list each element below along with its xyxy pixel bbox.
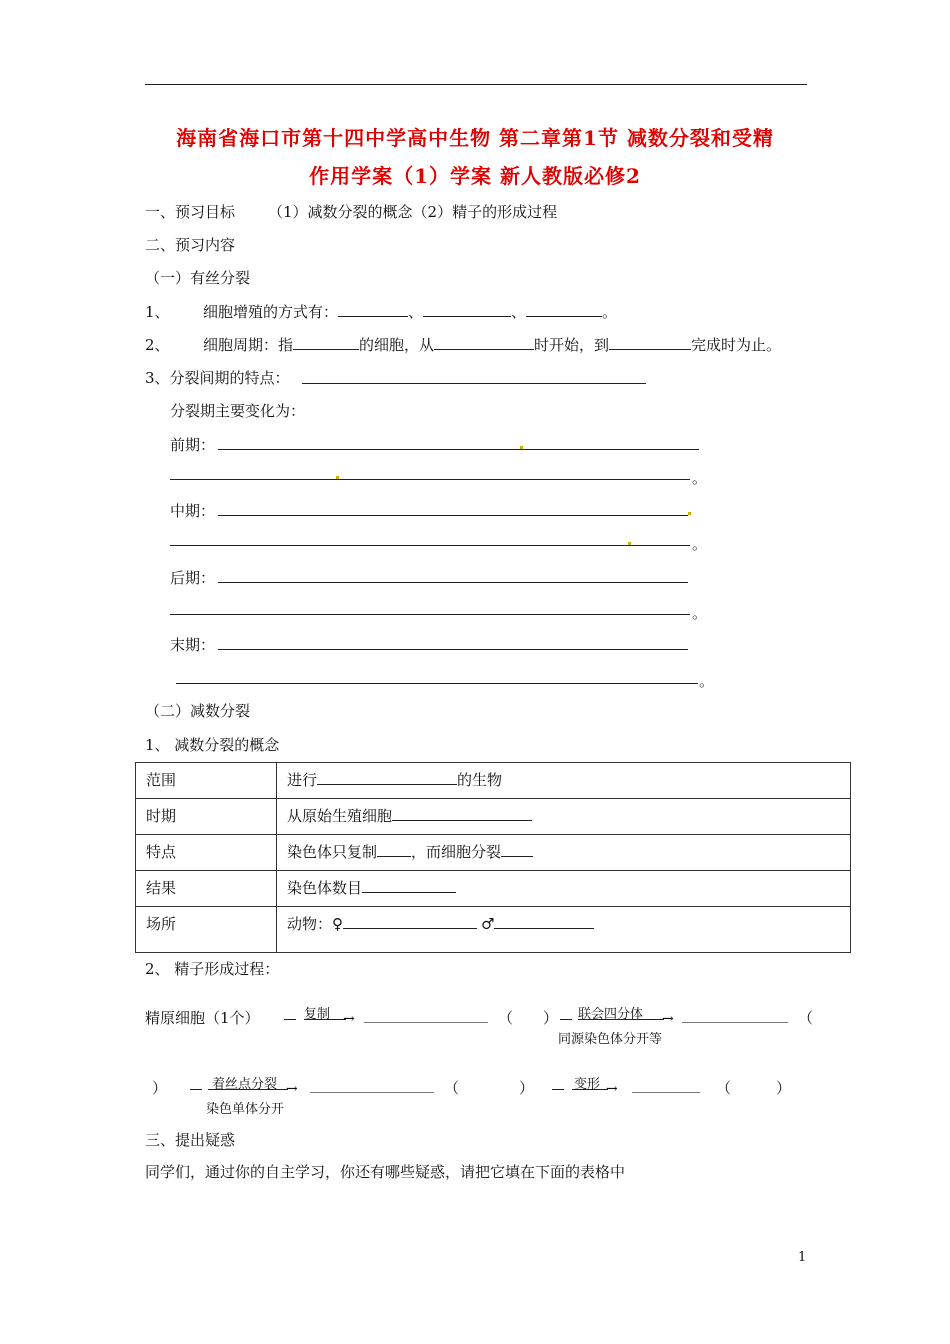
metaphase-blank-2[interactable] <box>170 545 690 546</box>
result-blank[interactable] <box>362 878 456 893</box>
q2-text: 细胞周期：指 的细胞，从 时开始，到 完成时为止。 <box>203 336 782 354</box>
metaphase-blank-1[interactable] <box>218 515 688 516</box>
table-row <box>136 799 851 835</box>
replicate-blank[interactable] <box>377 842 411 857</box>
arrow-head-icon: → <box>343 1011 355 1027</box>
row-value: 染色体数目 <box>277 871 851 907</box>
anaphase-blank-2[interactable] <box>170 614 690 615</box>
arrow-line <box>304 1019 346 1020</box>
q1-number: 1、 <box>145 303 170 321</box>
arrow-line <box>578 1019 664 1020</box>
phase-anaphase-label: 后期： <box>170 569 216 587</box>
concept-label: 1、 减数分裂的概念 <box>145 736 280 754</box>
row-key: 场所 <box>136 907 277 953</box>
arrow-head-icon: → <box>606 1081 618 1097</box>
table-row <box>136 763 851 799</box>
q1-blank-1[interactable] <box>338 302 408 317</box>
q3-text: 3、分裂间期的特点： <box>145 369 290 387</box>
arrow-line <box>208 1089 288 1090</box>
arrow-head-icon: → <box>662 1011 674 1027</box>
metaphase-period: 。 <box>692 535 708 553</box>
anaphase-blank-1[interactable] <box>218 582 688 583</box>
female-site-blank[interactable] <box>343 914 477 929</box>
phase-metaphase-label: 中期： <box>170 502 216 520</box>
q1-blank-2[interactable] <box>423 302 511 317</box>
flow-dash <box>560 1019 572 1020</box>
part1-label: （一）有丝分裂 <box>145 269 251 287</box>
flow-step2-bottom: 同源染色体分开等 <box>558 1032 663 1047</box>
concept-table <box>135 762 851 953</box>
row-value: 染色体只复制 ，而细胞分裂 <box>277 835 851 871</box>
flow-step3-top: 着丝点分裂 <box>212 1077 278 1092</box>
phase-telophase-label: 末期： <box>170 636 216 654</box>
q1-text: 细胞增殖的方式有： 、 、 。 <box>203 303 618 321</box>
title-line-1: 海南省海口市第十四中学高中生物 第二章第1节 减数分裂和受精 <box>176 126 774 150</box>
table-row <box>136 835 851 871</box>
phase-prophase-label: 前期： <box>170 436 216 454</box>
telophase-blank-2[interactable] <box>176 683 698 684</box>
row-key: 特点 <box>136 835 277 871</box>
scan-dot <box>688 512 691 515</box>
title-line-2: 作用学案（1）学案 新人教版必修2 <box>309 164 641 188</box>
flow-blank-4[interactable] <box>632 1092 700 1093</box>
arrow-line <box>572 1089 608 1090</box>
page-number: 1 <box>798 1250 807 1265</box>
arrow-head-icon: → <box>286 1081 298 1097</box>
flow-step4-label: 变形 <box>574 1077 601 1092</box>
table-row <box>136 907 851 953</box>
section3-label: 三、提出疑惑 <box>145 1131 236 1149</box>
section1-goals: （1）减数分裂的概念（2）精子的形成过程 <box>268 203 558 221</box>
divide-blank[interactable] <box>501 842 533 857</box>
flow-dash <box>552 1089 564 1090</box>
flow-blank-3[interactable] <box>310 1092 434 1093</box>
q2-blank-3[interactable] <box>609 335 691 350</box>
male-site-blank[interactable] <box>494 914 594 929</box>
flow-step2-top: 联会四分体 <box>578 1007 644 1022</box>
section1-label: 一、预习目标 <box>145 203 236 221</box>
scope-blank[interactable] <box>317 770 457 785</box>
row-value: 从原始生殖细胞 <box>277 799 851 835</box>
row-value: 动物：♀ ♂ <box>277 907 851 953</box>
flow-dash <box>284 1019 296 1020</box>
q2-number: 2、 <box>145 336 170 354</box>
prophase-period: 。 <box>692 469 708 487</box>
row-key: 结果 <box>136 871 277 907</box>
part2-label: （二）减数分裂 <box>145 702 251 720</box>
row-key: 范围 <box>136 763 277 799</box>
prophase-blank-1[interactable] <box>218 449 699 450</box>
table-row <box>136 871 851 907</box>
q3-blank[interactable] <box>302 383 646 384</box>
scan-dot <box>336 476 339 479</box>
flow-start: 精原细胞（1个） <box>145 1009 260 1027</box>
flow-paren-3: （ ） <box>716 1079 792 1097</box>
q2-blank-2[interactable] <box>434 335 534 350</box>
prophase-blank-2[interactable] <box>170 479 690 480</box>
row-key: 时期 <box>136 799 277 835</box>
flow-open-paren: （ <box>798 1009 814 1027</box>
flow-close-paren: ） <box>152 1079 168 1097</box>
anaphase-period: 。 <box>692 604 708 622</box>
row-value: 进行 的生物 <box>277 763 851 799</box>
section2-label: 二、预习内容 <box>145 236 236 254</box>
scan-dot <box>520 446 523 449</box>
flow-paren-1: （ ） <box>498 1009 559 1027</box>
flow-blank-2[interactable] <box>682 1022 788 1023</box>
flow-dash <box>190 1089 202 1090</box>
phases-intro: 分裂期主要变化为： <box>170 402 306 420</box>
telophase-period: 。 <box>699 672 715 690</box>
sperm-label: 2、 精子形成过程： <box>145 960 280 978</box>
flow-step1-label: 复制 <box>304 1007 331 1022</box>
period-blank[interactable] <box>392 806 532 821</box>
flow-paren-2: （ ） <box>444 1079 535 1097</box>
section3-text: 同学们，通过你的自主学习，你还有哪些疑惑，请把它填在下面的表格中 <box>145 1163 626 1181</box>
telophase-blank-1[interactable] <box>218 649 688 650</box>
scan-dot <box>628 542 631 545</box>
flow-blank-1[interactable] <box>364 1022 488 1023</box>
q1-blank-3[interactable] <box>526 302 602 317</box>
flow-step3-bottom: 染色单体分开 <box>206 1102 285 1117</box>
header-rule <box>145 84 807 85</box>
q2-blank-1[interactable] <box>293 335 359 350</box>
